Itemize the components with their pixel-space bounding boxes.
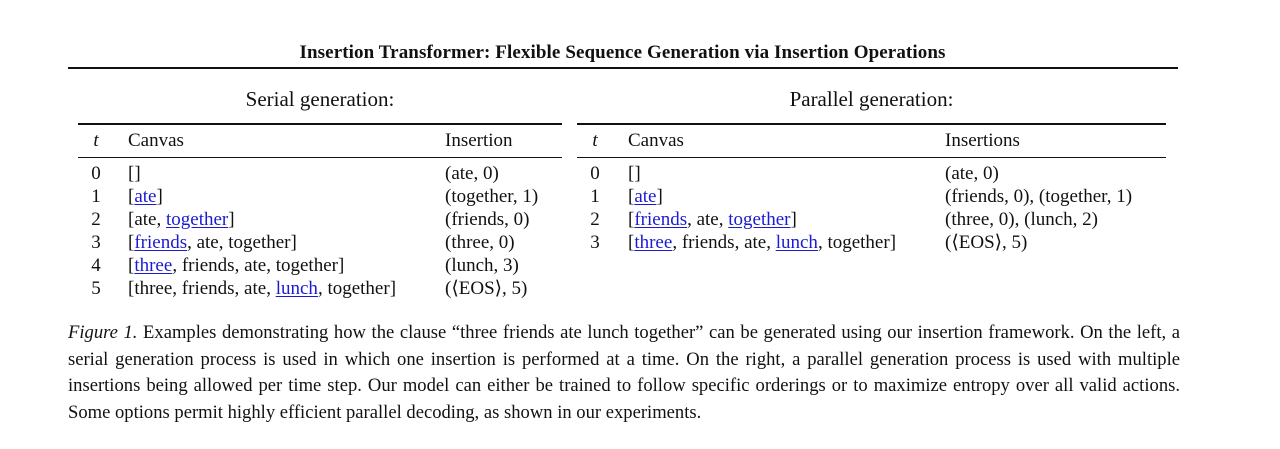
insertion-cell: (together, 1) <box>445 186 539 207</box>
table-row <box>78 208 562 231</box>
inserted-token: friends <box>634 209 688 230</box>
time-step: 3 <box>590 232 600 253</box>
parallel-header-row <box>577 125 1166 157</box>
inserted-token: three <box>634 232 673 253</box>
inserted-token: three <box>134 255 173 276</box>
serial-header-row <box>78 125 562 157</box>
canvas-text: [ <box>628 186 635 207</box>
canvas-cell <box>628 231 896 254</box>
parallel-header-t: t <box>592 130 598 151</box>
table-row <box>577 231 1166 254</box>
canvas-text: , ate, together] <box>187 232 297 253</box>
time-step: 1 <box>91 186 101 207</box>
canvas-text: , friends, ate, <box>672 232 776 253</box>
canvas-text: [] <box>128 163 141 184</box>
table-row <box>78 185 562 208</box>
serial-header-t: t <box>93 130 99 151</box>
canvas-text: [ <box>128 186 135 207</box>
parallel-generation-panel <box>577 85 1166 254</box>
table-row <box>78 277 562 300</box>
time-step: 4 <box>91 255 101 276</box>
insertion-cell: (ate, 0) <box>945 163 999 184</box>
canvas-cell <box>128 254 344 277</box>
canvas-text: [ <box>628 232 635 253</box>
time-step: 0 <box>590 163 600 184</box>
canvas-text: , together] <box>817 232 897 253</box>
top-rule <box>68 67 1178 69</box>
canvas-text: ] <box>228 209 235 230</box>
time-step: 0 <box>91 163 101 184</box>
canvas-text: ] <box>656 186 663 207</box>
inserted-token: ate <box>634 186 657 207</box>
time-step: 1 <box>590 186 600 207</box>
parallel-rows <box>577 158 1166 254</box>
inserted-token: lunch <box>275 278 318 299</box>
canvas-cell <box>128 231 297 254</box>
insertion-cell: (ate, 0) <box>445 163 499 184</box>
table-row <box>577 208 1166 231</box>
canvas-cell <box>128 162 141 185</box>
serial-header-insertion: Insertion <box>445 130 513 151</box>
running-title: Insertion Transformer: Flexible Sequence Generation via Insertion Operations <box>299 42 946 63</box>
parallel-header-canvas: Canvas <box>628 130 684 151</box>
serial-rows <box>78 158 562 300</box>
serial-panel-title: Serial generation: <box>245 87 395 111</box>
canvas-text: [] <box>628 163 641 184</box>
insertion-cell: (⟨EOS⟩, 5) <box>945 232 1028 253</box>
time-step: 5 <box>91 278 101 299</box>
canvas-text: , friends, ate, together] <box>172 255 345 276</box>
serial-header-canvas: Canvas <box>128 130 184 151</box>
canvas-text: [ <box>628 209 635 230</box>
time-step: 2 <box>91 209 101 230</box>
canvas-cell <box>128 277 396 300</box>
table-row <box>577 162 1166 185</box>
table-row <box>78 162 562 185</box>
caption-text: Examples demonstrating how the clause “three friends ate lunch together” can be generated using our insertion framework. On the left, a serial generation process is used in which one insertion is performed at a time. On the right, a parallel generation process is used with multiple insertions being allowed per time step. Our model can either be trained to follow specific orderings or to maximize entropy over all valid actions. Some options permit highly efficient parallel decoding, as shown in our experiments. <box>68 322 1180 423</box>
table-row <box>78 231 562 254</box>
insertion-cell: (three, 0), (lunch, 2) <box>945 209 1098 230</box>
caption-label: Figure 1. <box>68 322 138 343</box>
canvas-text: , ate, <box>687 209 729 230</box>
insertion-cell: (three, 0) <box>445 232 515 253</box>
time-step: 3 <box>91 232 101 253</box>
inserted-token: ate <box>134 186 157 207</box>
inserted-token: lunch <box>775 232 818 253</box>
insertion-cell: (⟨EOS⟩, 5) <box>445 278 528 299</box>
figure-caption <box>68 320 1180 426</box>
canvas-text: [ate, <box>128 209 166 230</box>
canvas-text: , together] <box>317 278 397 299</box>
canvas-cell <box>128 208 235 231</box>
table-row <box>78 254 562 277</box>
inserted-token: together <box>165 209 229 230</box>
canvas-text: [ <box>128 232 135 253</box>
canvas-cell <box>628 208 797 231</box>
table-row <box>577 185 1166 208</box>
canvas-cell <box>628 185 663 208</box>
parallel-panel-title: Parallel generation: <box>789 87 954 111</box>
insertion-cell: (friends, 0) <box>445 209 530 230</box>
parallel-header-insertions: Insertions <box>945 130 1020 151</box>
canvas-text: [three, friends, ate, <box>128 278 276 299</box>
insertion-cell: (friends, 0), (together, 1) <box>945 186 1133 207</box>
inserted-token: friends <box>134 232 188 253</box>
canvas-text: ] <box>156 186 163 207</box>
canvas-text: [ <box>128 255 135 276</box>
canvas-cell <box>128 185 163 208</box>
insertion-cell: (lunch, 3) <box>445 255 519 276</box>
serial-generation-panel <box>78 85 562 300</box>
canvas-cell <box>628 162 641 185</box>
time-step: 2 <box>590 209 600 230</box>
inserted-token: together <box>728 209 791 230</box>
canvas-text: ] <box>790 209 797 230</box>
